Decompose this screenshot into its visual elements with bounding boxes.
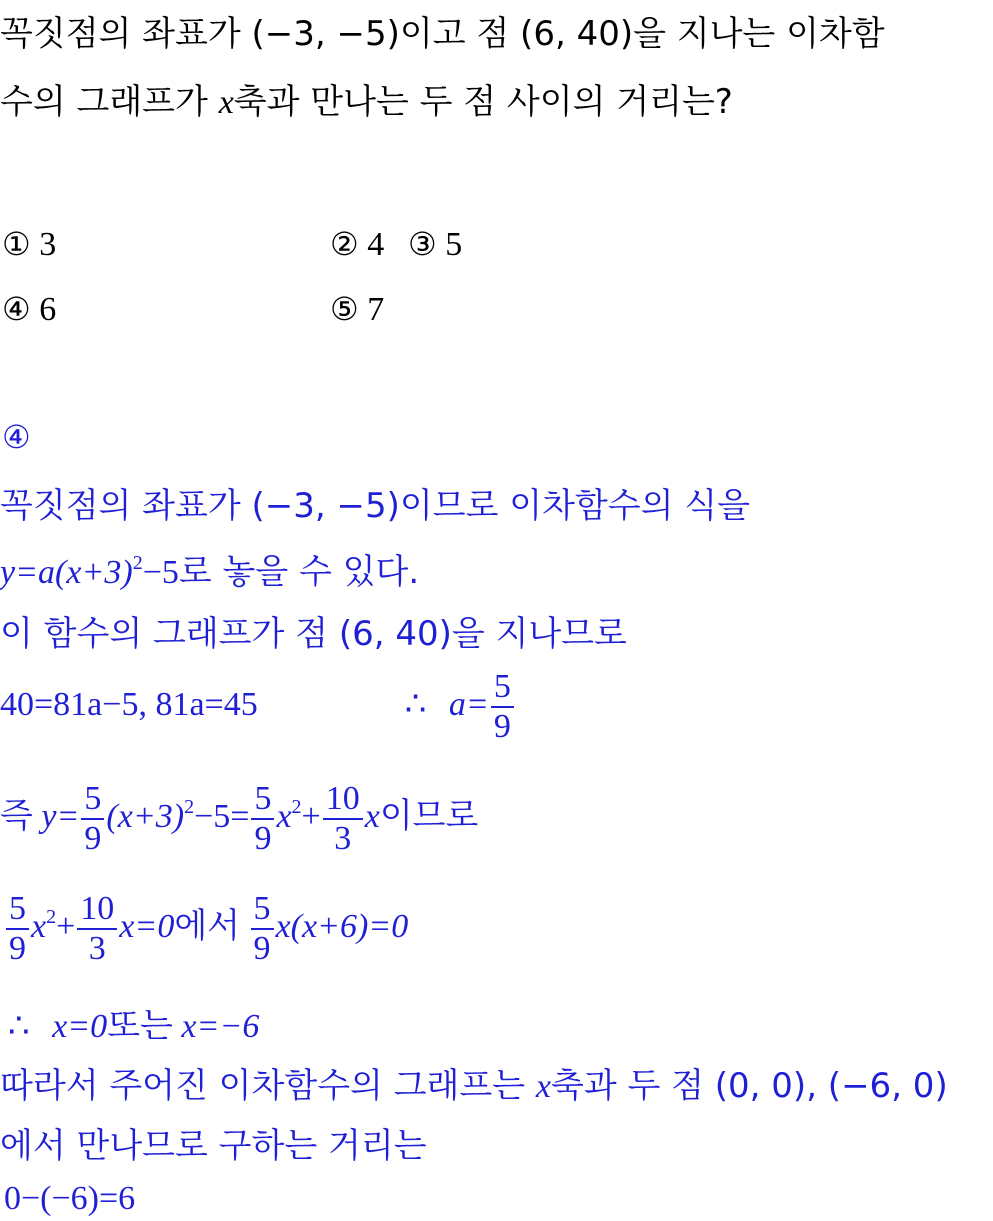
solution-7-a: x=0: [52, 1008, 108, 1045]
choice-3-mark: ③: [408, 225, 437, 263]
solution-5-exp: 2: [184, 795, 195, 818]
choice-2[interactable]: [330, 225, 384, 264]
question-var-x: x: [218, 84, 234, 121]
solution-5-exp2: 2: [291, 795, 302, 818]
choice-3[interactable]: [408, 225, 462, 264]
choice-4-value: 6: [39, 291, 57, 328]
solution-2-tail: 로 놓을 수 있다.: [178, 552, 420, 592]
question-line-2: [0, 74, 733, 123]
solution-5-plus: +: [301, 797, 321, 835]
solution-6-eq: x=0: [119, 907, 175, 945]
choice-2-mark: ②: [330, 225, 359, 263]
solution-5-prefix: 즉: [0, 795, 33, 836]
solution-6-plus: +: [56, 907, 76, 945]
solution-4-left: 40=81a−5, 81a=45: [0, 685, 258, 723]
solution-7-mid: 또는: [107, 1006, 173, 1046]
solution-6-exp: 2: [46, 905, 57, 928]
choice-5-mark: ⑤: [330, 290, 359, 328]
choice-1[interactable]: [2, 225, 56, 264]
solution-5-tail: 이므로: [379, 795, 479, 836]
solution-6-rhs: x(x+6)=0: [275, 907, 409, 945]
choice-4[interactable]: [2, 290, 56, 329]
solution-5-x: x: [364, 797, 380, 835]
solution-line-5: [0, 782, 478, 856]
question-text-2a: 수의 그래프가: [0, 82, 219, 122]
fraction-5-9-c: $\frac{5}{9}$: [6, 892, 29, 966]
choice-2-value: 4: [367, 226, 385, 263]
solution-8b: 축과 두 점 (0, 0), (−6, 0): [550, 1066, 948, 1106]
solution-line-10: [4, 1180, 135, 1218]
solution-line-8: [0, 1058, 948, 1107]
question-line-1: [0, 6, 885, 55]
solution-5-mid2: −5=: [194, 797, 250, 835]
solution-5-x2: x: [276, 797, 292, 835]
solution-text-9: 에서 만나므로 구하는 거리는: [0, 1126, 427, 1166]
fraction-5-9: $\frac{5}{9}$: [491, 670, 514, 744]
solution-line-7: [8, 998, 259, 1047]
therefore-symbol-2: ∴: [8, 1008, 30, 1045]
solution-5-y: y=: [41, 797, 80, 835]
answer-mark-text: ④: [2, 418, 31, 456]
solution-6-x2: x: [31, 907, 47, 945]
solution-7-b: x=−6: [181, 1008, 260, 1045]
choice-5[interactable]: [330, 290, 384, 329]
solution-4-a: a=: [448, 685, 489, 723]
solution-text-3: 이 함수의 그래프가 점 (6, 40)을 지나므로: [0, 614, 627, 654]
fraction-10-3-b: $\frac{10}{3}$: [77, 892, 117, 966]
therefore-symbol: ∴: [404, 685, 427, 723]
question-text-2b: 축과 만나는 두 점 사이의 거리는?: [233, 82, 733, 122]
solution-line-4: [0, 670, 516, 744]
solution-line-2: [0, 544, 419, 593]
answer-mark: [2, 418, 31, 457]
fraction-5-9-d: $\frac{5}{9}$: [251, 892, 274, 966]
choice-1-mark: ①: [2, 225, 31, 263]
solution-8-var: x: [535, 1068, 551, 1105]
choice-1-value: 3: [39, 226, 57, 263]
solution-line-1: [0, 478, 750, 527]
choice-4-mark: ④: [2, 290, 31, 328]
question-text-1: 꼭짓점의 좌표가 (−3, −5)이고 점 (6, 40)을 지나는 이차함: [0, 14, 885, 54]
solution-final-answer: 0−(−6)=6: [4, 1180, 136, 1217]
solution-8a: 따라서 주어진 이차함수의 그래프는: [0, 1066, 536, 1106]
solution-text-1: 꼭짓점의 좌표가 (−3, −5)이므로 이차함수의 식을: [0, 486, 750, 526]
solution-line-6: [4, 892, 408, 966]
solution-line-3: [0, 606, 627, 655]
choice-5-value: 7: [367, 291, 385, 328]
fraction-5-9-b: $\frac{5}{9}$: [251, 782, 274, 856]
solution-2-rest: −5: [142, 554, 179, 591]
fraction-10-3: $\frac{10}{3}$: [323, 782, 363, 856]
choice-3-value: 5: [445, 226, 463, 263]
solution-2-exp: 2: [132, 552, 143, 574]
solution-5-mid1: (x+3): [106, 797, 185, 835]
solution-6-mid: 에서: [174, 905, 241, 946]
fraction-5-9-a: $\frac{5}{9}$: [81, 782, 104, 856]
solution-2-expr: y=a(x+3): [0, 554, 133, 591]
solution-line-9: [0, 1118, 427, 1167]
